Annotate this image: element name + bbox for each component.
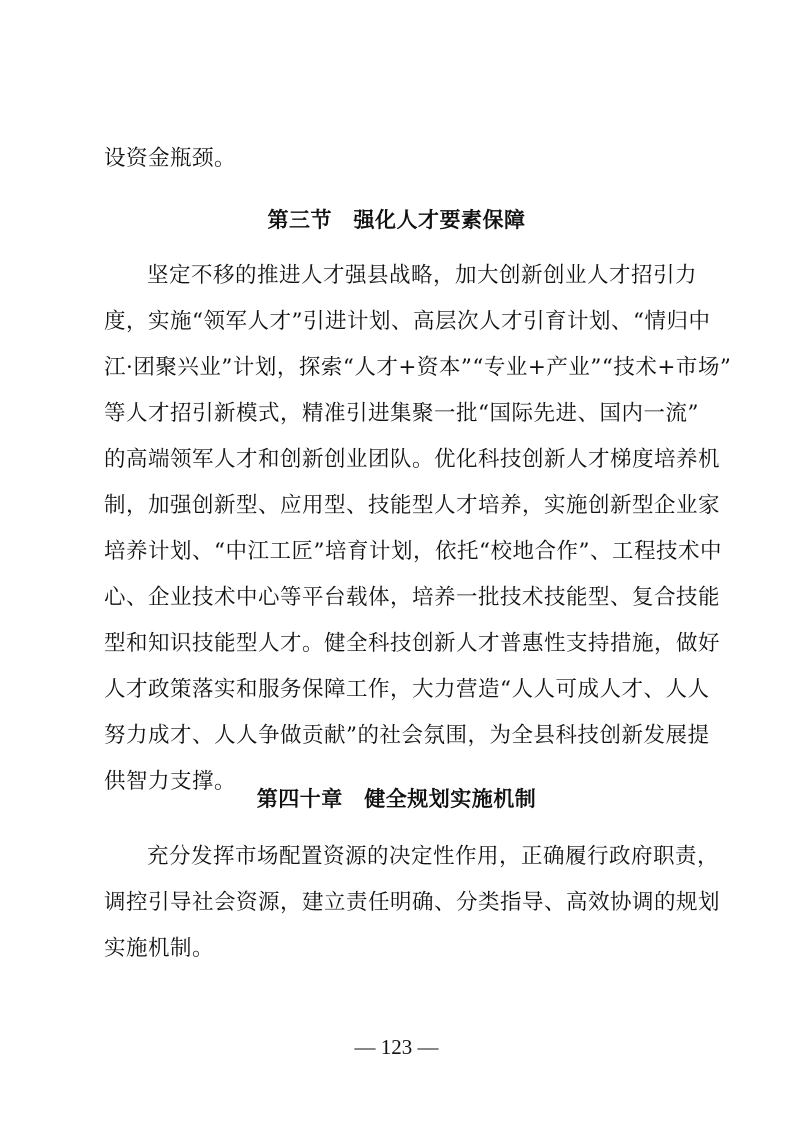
section-heading: 第三节 强化人才要素保障 (267, 208, 526, 232)
paragraph-line: 制，加强创新型、应用型、技能型人才培养，实施创新型企业家 (104, 493, 721, 518)
paragraph-line: 供智力支撑。 (104, 769, 237, 794)
paragraph-line: 的高端领军人才和创新创业团队。优化科技创新人才梯度培养机 (104, 447, 721, 472)
paragraph-line: 心、企业技术中心等平台载体，培养一批技术技能型、复合技能 (104, 585, 721, 610)
paragraph-line: 设资金瓶颈。 (104, 146, 237, 171)
paragraph-line: 调控引导社会资源，建立责任明确、分类指导、高效协调的规划 (104, 890, 721, 915)
paragraph-line: 坚定不移的推进人才强县战略，加大创新创业人才招引力 (147, 263, 698, 288)
page-number: — 123 — (354, 1035, 439, 1059)
paragraph-line: 努力成才、人人争做贡献”的社会氛围，为全县科技创新发展提 (104, 723, 710, 748)
paragraph-line: 江·团聚兴业”计划，探索“人才+资本”“专业+产业”“技术+市场” (104, 355, 732, 380)
paragraph-line: 实施机制。 (104, 936, 215, 961)
paragraph-line: 充分发挥市场配置资源的决定性作用，正确履行政府职责， (147, 844, 720, 869)
paragraph-line: 度，实施“领军人才”引进计划、高层次人才引育计划、“情归中 (104, 309, 711, 334)
chapter-heading: 第四十章 健全规划实施机制 (256, 787, 537, 811)
paragraph-line: 等人才招引新模式，精准引进集聚一批“国际先进、国内一流” (104, 401, 699, 426)
paragraph-line: 培养计划、“中江工匠”培育计划，依托“校地合作”、工程技术中 (104, 539, 722, 564)
paragraph-line: 型和知识技能型人才。健全科技创新人才普惠性支持措施，做好 (104, 631, 721, 656)
paragraph-line: 人才政策落实和服务保障工作，大力营造“人人可成人才、人人 (104, 677, 710, 702)
